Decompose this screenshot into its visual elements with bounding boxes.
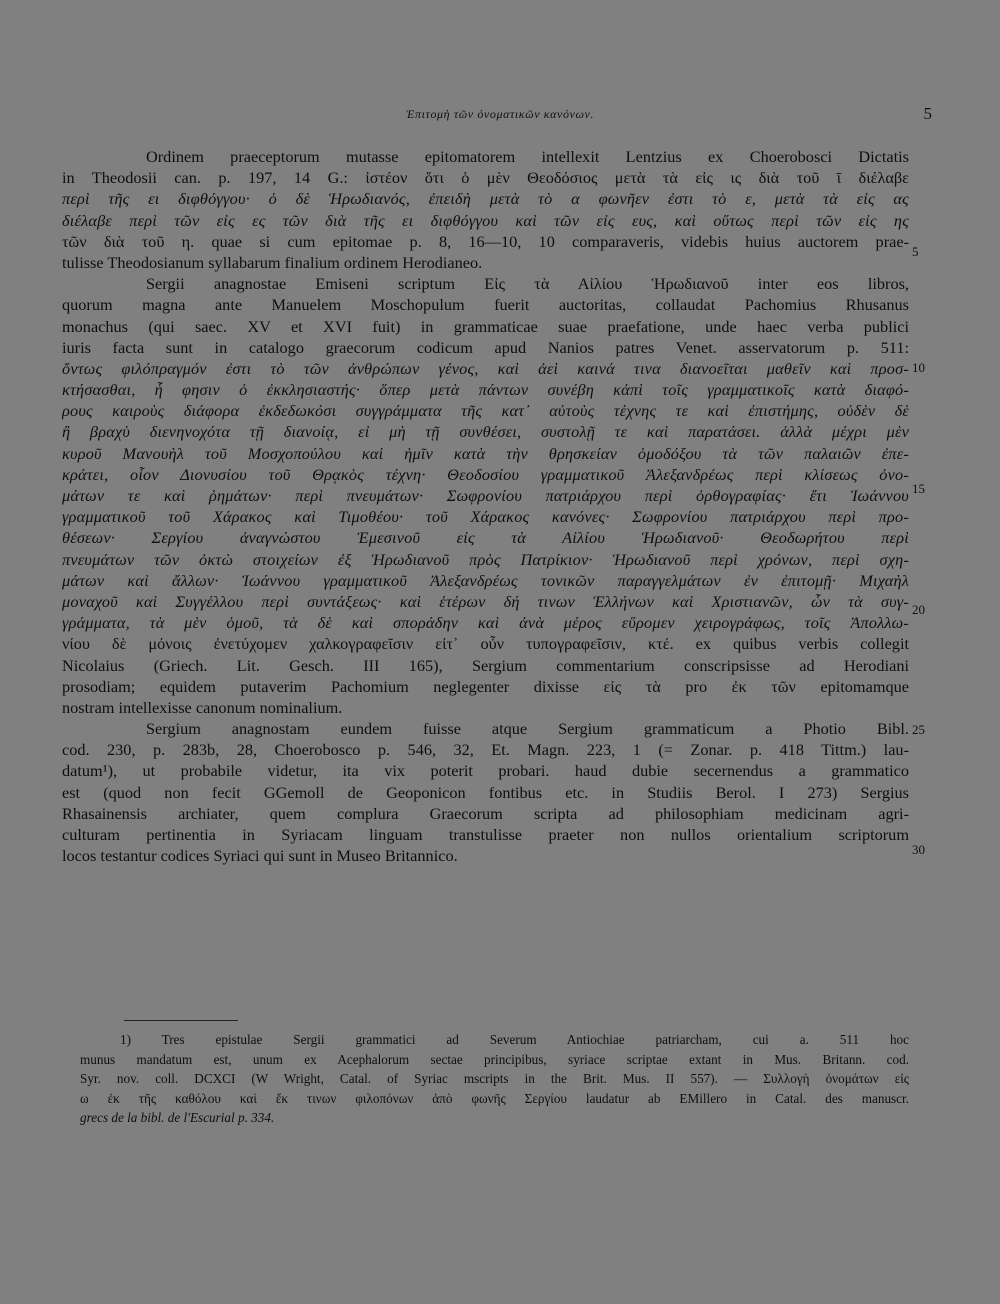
text-line: nostram intellexisse canonum nominalium.	[62, 697, 343, 717]
text-line: ἢ βραχὺ διενηνοχότα τῇ διανοίᾳ, εἰ μὴ τῇ συνθέσει, συστολῇ τε καὶ παρατάσει. ἀλλὰ μέχρι μὲν	[62, 422, 909, 442]
text-line: tulisse Theodosianum syllabarum finalium ordinem Herodianeo.	[62, 252, 483, 272]
footnotes	[80, 1030, 909, 1128]
text-line: est (quod non fecit GGemoll de Geoponicon fontibus etc. in Studiis Berol. I 273) Sergius	[62, 782, 909, 802]
text-line: ὄντως φιλόπραγμόν ἐστι τὸ τῶν ἀνθρώπων γένος, καὶ ἀεὶ καινά τινα διανοεῖται μαθεῖν καὶ προσ-	[62, 358, 909, 378]
main-text	[62, 146, 909, 866]
text-line: iuris facta sunt in catalogo graecorum codicum apud Nanios patres Venet. asservatorum p. 511:	[62, 337, 909, 357]
text-line: κυροῦ Μανουὴλ τοῦ Μοσχοπούλου καὶ ἡμῖν κατὰ τὴν θρησκείαν ὁμοδόξου τὰ τῶν παλαιῶν ἐπε-	[62, 443, 909, 463]
footnote-line: ω ἐκ τῆς καθόλου καὶ ἔκ τινων φιλοπόνων ἀπὸ φωνῆς Σεργίου laudatur ab EMillero in Catal. des manuscr.	[80, 1090, 909, 1106]
text-line: κράτει, οἷον Διονυσίου τοῦ Θρᾳκὸς τέχνη· Θεοδοσίου γραμματικοῦ Ἀλεξανδρέως περὶ κλίσεως ὀνο-	[62, 464, 909, 484]
line-number: 25	[912, 722, 925, 737]
text-line: μοναχοῦ καὶ Συγγέλλου περὶ συντάξεως· καὶ ἑτέρων δή τινων Ἑλλήνων καὶ Χριστιανῶν, ὧν τὰ συγ-	[62, 591, 909, 611]
text-line: γράμματα, τὰ μὲν ὁμοῦ, τὰ δὲ καὶ σποράδην καὶ ἀνὰ μέρος εὕρομεν χειρογράφως, τοῖς Ἀπολλω-	[62, 613, 909, 633]
text-line: culturam pertinentia in Syriacam linguam transtulisse praeter non nullos orientalium scriptorum	[62, 825, 909, 844]
line-number: 20	[912, 602, 925, 617]
footnote-line: munus mandatum est, unum ex Acephalorum sectae principibus, syriace scriptae extant in Mus. Britann. cod.	[80, 1051, 909, 1067]
text-line: monachus (qui saec. XV et XVI fuit) in grammaticae suae praefatione, unde haec verba publici	[62, 316, 909, 336]
paragraph-3	[62, 718, 909, 866]
running-title: Ἐπιτομὴ τῶν ὀνοματικῶν κανόνων.	[405, 107, 595, 121]
text-line: μάτων καὶ ἄλλων· Ἰωάννου γραμματικοῦ Ἀλεξανδρέως τονικῶν παραγγελμάτων ἐν ἐπιτομῇ· Μιχαὴλ	[62, 570, 909, 590]
text-line: γραμματικοῦ τοῦ Χάρακος καὶ Τιμοθέου· τοῦ Χάρακος κανόνες· Σωφρονίου πατριάρχου περὶ προ-	[62, 507, 909, 527]
text-line: datum¹), ut probabile videtur, ita vix poterit probari. haud dubie secernendus a grammatico	[62, 761, 909, 781]
paragraph-2	[62, 273, 909, 718]
text-line: πνευμάτων τῶν ὀκτὼ στοιχείων ἐξ Ἡρωδιανοῦ πρὸς Πατρίκιον· Ἡρωδιανοῦ περὶ χρόνων, περὶ σχη-	[62, 549, 909, 569]
text-line: θέσεων· Σεργίου ἀναγνώστου Ἐμεσινοῦ εἰς τὰ Αἰλίου Ἡρωδιανοῦ· Θεοδωρήτου περὶ	[62, 528, 909, 548]
footnote-line: 1) Tres epistulae Sergii grammatici ad Severum Antiochiae patriarcham, cui a. 511 hoc	[120, 1032, 909, 1047]
text-line: prosodiam; equidem putaverim Pachomium neglegenter dixisse εἰς τὰ pro ἐκ τῶν epitomamque	[62, 676, 909, 696]
line-number: 5	[912, 244, 919, 259]
text-line: quorum magna ante Manuelem Moschopulum fuerit auctoritas, collaudat Pachomius Rhusanus	[62, 295, 909, 315]
page-header	[0, 104, 1000, 128]
footnote-line: Syr. nov. coll. DCXCI (W Wright, Catal. of Syriac mscripts in the Brit. Mus. II 557). — Συλλογὴ ὀνομάτων εἰς	[80, 1071, 909, 1086]
text-line: διέλαβε περὶ τῶν εἰς ες τῶν διὰ τῆς ει διφθόγγου καὶ τῶν εἰς ευς, καὶ οὕτως περὶ τῶν εἰς ης	[62, 210, 909, 230]
text-line: τῶν διὰ τοῦ η. quae si cum epitomae p. 8, 16—10, 10 comparaveris, videbis huius auctorem prae-	[62, 231, 909, 251]
text-line: Nicolaius (Griech. Lit. Gesch. III 165), Sergium commentarium conscripsisse ad Herodiani	[62, 655, 909, 675]
text-line: cod. 230, p. 283b, 28, Choerobosco p. 546, 32, Et. Magn. 223, 1 (= Zonar. p. 418 Tittm.) lau-	[62, 740, 909, 760]
text-line: Sergium anagnostam eundem fuisse atque Sergium grammaticum a Photio Bibl.	[146, 719, 909, 739]
text-line: νίου δὲ μόνοις ἐνετύχομεν χαλκογραφεῖσιν εἰτ᾽ οὖν τυπογραφεῖσιν, κτέ. ex quibus verbis collegit	[62, 634, 909, 654]
text-line: Ordinem praeceptorum mutasse epitomatorem intellexit Lentzius ex Choerobosci Dictatis	[146, 147, 909, 166]
text-line: Sergii anagnostae Emiseni scriptum Εἰς τὰ Αἰλίου Ἡρωδιανοῦ inter eos libros,	[146, 274, 909, 294]
page-number: 5	[923, 104, 932, 123]
text-line: κτήσασθαι, ἧ φησιν ὁ ἐκκλησιαστής· ὅπερ μετὰ πάντων συνέβη κἀπὶ τοῖς γραμματικοῖς κατὰ διαφό-	[62, 380, 909, 400]
text-line: in Theodosii can. p. 197, 14 G.: ἰστέον ὅτι ὁ μὲν Θεοδόσιος μετὰ τὰ εἰς ις διὰ τοῦ ῑ διέλαβε	[62, 168, 909, 188]
footnote-divider	[124, 1020, 238, 1021]
paragraph-1	[62, 146, 909, 273]
footnote-line: grecs de la bibl. de l'Escurial p. 334.	[80, 1110, 275, 1125]
line-number: 15	[912, 481, 925, 496]
text-line: μάτων τε καὶ ῥημάτων· περὶ πνευμάτων· Σωφρονίου πατριάρχου περὶ ὀρθογραφίας· ἔτι Ἰωάννου	[62, 486, 909, 505]
line-number: 10	[912, 360, 925, 375]
text-line: Rhasainensis archiater, quem complura Graecorum scripta ad philosophiam medicinam agri-	[62, 803, 909, 823]
line-number: 30	[912, 842, 925, 857]
text-line: locos testantur codices Syriaci qui sunt in Museo Britannico.	[62, 846, 458, 866]
text-line: ρους καιροὺς διάφορα ἐκδεδωκόσι συγγράμματα τῆς κατ᾽ αὐτοὺς τέχνης τε καὶ ἐπιστήμης, οὐδὲν δὲ	[62, 401, 909, 421]
text-line: περὶ τῆς ει διφθόγγου· ὁ δὲ Ἡρωδιανός, ἐπειδὴ μετὰ τὸ α φωνῆεν ἐστι τὸ ε, μετὰ τὰ εἰς ας	[62, 189, 909, 209]
